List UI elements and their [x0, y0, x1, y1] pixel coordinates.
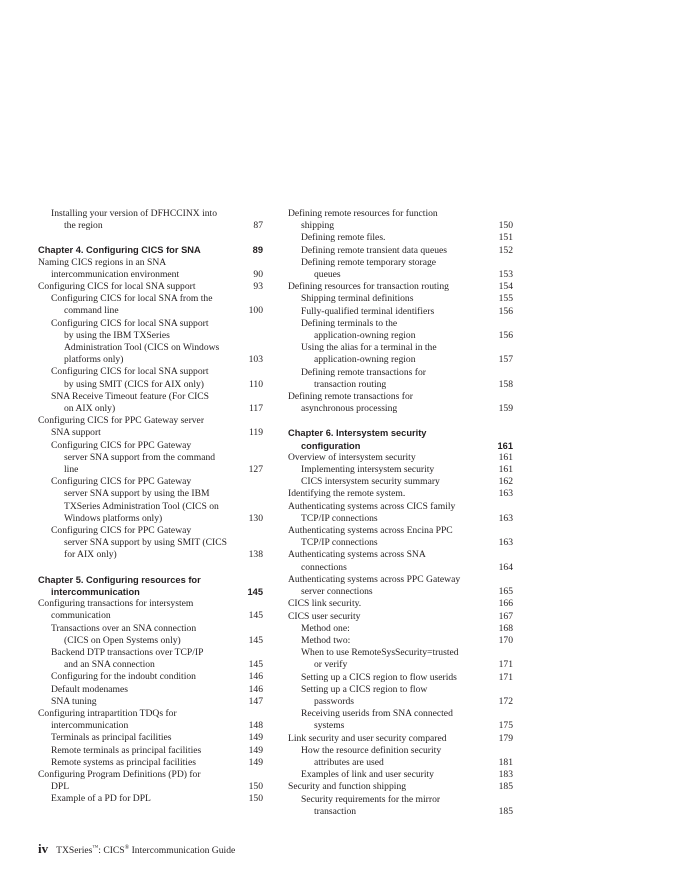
- toc-entry[interactable]: [288, 781, 513, 793]
- toc-entry-title: intercommunication environment: [51, 268, 180, 280]
- toc-entry-title-line: [288, 452, 513, 464]
- toc-entry-title-line: [288, 513, 513, 525]
- toc-entry-title-line: Authenticating systems across Encina PPC: [288, 525, 453, 537]
- toc-page-number: 171: [496, 672, 513, 684]
- toc-entry-title: CICS intersystem security summary: [301, 476, 440, 488]
- trademark-mark: ™: [92, 845, 99, 851]
- toc-page-number: 163: [496, 488, 513, 500]
- toc-entry-title: shipping: [301, 220, 335, 232]
- toc-entry[interactable]: [288, 745, 513, 769]
- toc-entry-title-line: [51, 220, 263, 232]
- toc-entry-title-line: [301, 306, 513, 318]
- toc-entry-title: server connections: [301, 586, 373, 598]
- toc-entry-title-line: [301, 757, 513, 769]
- toc-entry-title: Setting up a CICS region to flow userids: [301, 671, 457, 683]
- toc-entry-title: Defining resources for transaction routing: [288, 281, 449, 293]
- toc-entry-title-line: Configuring CICS for local SNA from the: [51, 293, 213, 305]
- toc-entry-title-line: Authenticating systems across SNA: [288, 549, 426, 561]
- toc-entry-title-line: Configuring Program Definitions (PD) for: [38, 768, 201, 780]
- toc-page-number: 156: [496, 330, 513, 342]
- toc-entry-title: line: [64, 464, 79, 476]
- toc-entry-title: Defining remote transient data queues: [301, 244, 447, 256]
- toc-entry-title-line: [301, 635, 513, 647]
- toc-entry-title: asynchronous processing: [301, 403, 398, 415]
- toc-page-number: 87: [250, 220, 263, 232]
- toc-entry-title-line: [38, 720, 263, 732]
- toc-entry[interactable]: [288, 257, 513, 281]
- toc-entry[interactable]: [288, 342, 513, 366]
- toc-entry-title-line: Configuring CICS for local SNA support: [51, 366, 209, 378]
- toc-entry-title-line: [51, 305, 263, 317]
- toc-entry-title-line: [288, 586, 513, 598]
- toc-entry[interactable]: [38, 598, 263, 622]
- toc-entry[interactable]: [38, 623, 263, 647]
- toc-page-number: 117: [246, 403, 263, 415]
- toc-entry-title: Identifying the remote system.: [288, 488, 406, 500]
- toc-entry-title: (CICS on Open Systems only): [64, 634, 181, 646]
- toc-entry-title-line: Administration Tool (CICS on Windows: [64, 342, 220, 354]
- toc-entry[interactable]: [288, 733, 513, 745]
- toc-page-number: 163: [496, 513, 513, 525]
- toc-entry-title: Remote terminals as principal facilities: [51, 744, 202, 756]
- toc-entry-title: CICS link security.: [288, 598, 362, 610]
- toc-entry-title: transaction routing: [314, 378, 387, 390]
- toc-entry-title-line: server SNA support by using SMIT (CICS: [64, 537, 227, 549]
- book-title-sep: : CICS: [98, 845, 125, 856]
- toc-entry-title-line: [288, 440, 513, 452]
- toc-entry[interactable]: [38, 696, 263, 708]
- toc-page-number: 162: [496, 476, 513, 488]
- toc-entry-title-line: [301, 672, 513, 684]
- toc-page-number: 148: [246, 720, 263, 732]
- toc-entry-title-line: [288, 611, 513, 623]
- toc-entry-title: Fully-qualified terminal identifiers: [301, 305, 435, 317]
- toc-entry-title-line: [51, 379, 263, 391]
- toc-entry-title-line: Using the alias for a terminal in the: [301, 342, 437, 354]
- toc-entry[interactable]: [38, 366, 263, 390]
- toc-entry-title: Examples of link and user security: [301, 769, 434, 781]
- toc-page-number: 156: [496, 306, 513, 318]
- toc-page-number: 145: [246, 610, 263, 622]
- toc-entry-title: Chapter 4. Configuring CICS for SNA: [38, 245, 201, 256]
- toc-entry-title-line: Installing your version of DFHCCINX into: [51, 208, 218, 219]
- toc-entry-title: Configuring for the indoubt condition: [51, 671, 196, 683]
- toc-page-number: 175: [496, 720, 513, 732]
- toc-entry[interactable]: [288, 476, 513, 488]
- toc-entry-title-line: [301, 464, 513, 476]
- toc-entry-title: Example of a PD for DPL: [51, 793, 151, 805]
- toc-entry-title: Overview of intersystem security: [288, 451, 416, 463]
- toc-entry[interactable]: [288, 574, 513, 598]
- toc-entry-title-line: Setting up a CICS region to flow: [301, 683, 428, 695]
- toc-entry-title-line: Defining terminals to the: [301, 317, 398, 329]
- toc-entry[interactable]: [38, 318, 263, 367]
- toc-entry-title: the region: [64, 220, 103, 232]
- toc-entry[interactable]: [38, 671, 263, 683]
- toc-entry[interactable]: [38, 281, 263, 293]
- toc-entry-title-line: Configuring CICS for PPC Gateway: [51, 476, 192, 488]
- toc-entry-title: passwords: [314, 695, 354, 707]
- toc-entry-title-line: [301, 330, 513, 342]
- toc-entry-title-line: [301, 232, 513, 244]
- toc-entry-title: Windows platforms only): [64, 512, 163, 524]
- toc-page-number: 147: [246, 696, 263, 708]
- toc-entry-title-line: [38, 610, 263, 622]
- toc-page-number: 157: [496, 354, 513, 366]
- toc-page-number: 161: [496, 464, 513, 476]
- toc-entry-title-line: Authenticating systems across PPC Gateway: [288, 573, 461, 585]
- toc-entry[interactable]: [288, 672, 513, 684]
- toc-entry-title: Defining remote files.: [301, 232, 386, 244]
- registered-mark: ®: [124, 845, 130, 851]
- toc-entry-title-line: [51, 684, 263, 696]
- toc-entry-title-line: Chapter 5. Configuring resources for: [38, 574, 201, 585]
- toc-entry-title-line: [51, 513, 263, 525]
- toc-entry[interactable]: [38, 208, 263, 232]
- toc-entry-title: Terminals as principal facilities: [51, 732, 172, 744]
- toc-entry-title-line: [51, 793, 263, 805]
- toc-page-number: 185: [496, 781, 513, 793]
- toc-entry[interactable]: [38, 415, 263, 439]
- toc-entry[interactable]: [288, 794, 513, 818]
- toc-entry[interactable]: [38, 732, 263, 744]
- toc-entry-title-line: [301, 245, 513, 257]
- toc-page-number: 146: [246, 684, 263, 696]
- toc-entry-title-line: [288, 598, 513, 610]
- toc-page-number: 150: [496, 220, 513, 232]
- toc-entry-title-line: Security requirements for the mirror: [301, 793, 441, 805]
- toc-entry[interactable]: [288, 318, 513, 342]
- toc-page-number: 168: [496, 623, 513, 635]
- toc-entry-title: on AIX only): [64, 403, 116, 415]
- toc-entry-title-line: Transactions over an SNA connection: [51, 622, 197, 634]
- toc-entry[interactable]: [38, 293, 263, 317]
- toc-entry-title-line: Configuring intrapartition TDQs for: [38, 707, 177, 719]
- toc-entry-title: Method one:: [301, 622, 350, 634]
- toc-chapter-entry[interactable]: [38, 574, 263, 598]
- toc-entry[interactable]: [38, 440, 263, 477]
- toc-entry-title: and an SNA connection: [64, 659, 155, 671]
- toc-entry-title-line: [51, 403, 263, 415]
- toc-page-number: 152: [496, 245, 513, 257]
- toc-entry[interactable]: [38, 476, 263, 525]
- toc-entry-title-line: [288, 733, 513, 745]
- toc-entry-title: command line: [64, 305, 119, 317]
- toc-entry-title: intercommunication: [51, 586, 140, 597]
- toc-entry[interactable]: [288, 464, 513, 476]
- toc-entry-title-line: server SNA support by using the IBM: [64, 488, 210, 500]
- toc-entry[interactable]: [38, 757, 263, 769]
- toc-page-number: 130: [246, 513, 263, 525]
- toc-page-number: 90: [250, 269, 263, 281]
- toc-entry-title-line: [288, 781, 513, 793]
- toc-entry[interactable]: [38, 525, 263, 562]
- toc-page-number: 166: [496, 598, 513, 610]
- toc-entry-title-line: [301, 623, 513, 635]
- toc-entry-title-line: Authenticating systems across CICS family: [288, 500, 456, 512]
- toc-entry[interactable]: [288, 525, 513, 549]
- toc-page-number: 89: [250, 244, 263, 256]
- toc-page-number: 171: [496, 659, 513, 671]
- toc-entry-title-line: [51, 635, 263, 647]
- page-footer: [38, 841, 235, 857]
- toc-entry-title-line: Configuring transactions for intersystem: [38, 598, 194, 610]
- toc-entry-title: communication: [51, 610, 111, 622]
- toc-entry-title-line: Configuring CICS for PPC Gateway: [51, 439, 192, 451]
- toc-entry-title-line: [301, 659, 513, 671]
- toc-entry-title: connections: [301, 561, 347, 573]
- toc-entry[interactable]: [288, 391, 513, 415]
- toc-page-number: 93: [250, 281, 263, 293]
- toc-entry-title-line: [288, 488, 513, 500]
- toc-entry-title-line: [301, 769, 513, 781]
- toc-entry-title-line: TXSeries Administration Tool (CICS on: [64, 500, 219, 512]
- toc-entry-title-line: by using the IBM TXSeries: [64, 329, 170, 341]
- toc-entry[interactable]: [288, 611, 513, 623]
- toc-entry-title: DPL: [51, 781, 70, 793]
- toc-entry-title: configuration: [301, 440, 361, 451]
- toc-entry[interactable]: [288, 501, 513, 525]
- toc-page-number: 185: [496, 806, 513, 818]
- toc-entry-title-line: [288, 220, 513, 232]
- toc-entry-title: queues: [314, 269, 341, 281]
- toc-entry-title: application-owning region: [314, 354, 416, 366]
- toc-page-number: 154: [496, 281, 513, 293]
- toc-entry-title-line: server SNA support from the command: [64, 451, 216, 463]
- toc-entry[interactable]: [38, 257, 263, 281]
- toc-entry[interactable]: [288, 708, 513, 732]
- toc-entry-title-line: Defining remote transactions for: [301, 366, 426, 378]
- toc-entry-title-line: [301, 354, 513, 366]
- toc-entry-title: TCP/IP connections: [301, 537, 378, 549]
- toc-entry-title-line: When to use RemoteSysSecurity=trusted: [301, 647, 459, 659]
- toc-entry[interactable]: [288, 208, 513, 232]
- toc-entry-title: SNA support: [51, 427, 101, 439]
- toc-page-number: 161: [494, 440, 513, 452]
- toc-page-number: 164: [496, 562, 513, 574]
- toc-entry[interactable]: [38, 391, 263, 415]
- toc-entry-title-line: [301, 720, 513, 732]
- toc-entry-title: Shipping terminal definitions: [301, 293, 414, 305]
- toc-page-number: 172: [496, 696, 513, 708]
- toc-entry[interactable]: [288, 623, 513, 635]
- toc-page-number: 159: [496, 403, 513, 415]
- toc-entry-title: Configuring CICS for local SNA support: [38, 281, 196, 293]
- toc-entry-title: by using SMIT (CICS for AIX only): [64, 378, 205, 390]
- toc-page-number: 155: [496, 293, 513, 305]
- toc-entry-title-line: [38, 427, 263, 439]
- toc-page-number: 103: [246, 354, 263, 366]
- toc-entry-title-line: [301, 476, 513, 488]
- toc-page-number: 151: [496, 232, 513, 244]
- toc-entry-title-line: [288, 537, 513, 549]
- toc-page-number: 183: [496, 769, 513, 781]
- toc-entry-title: Default modenames: [51, 683, 128, 695]
- toc-entry-title-line: Configuring CICS for local SNA support: [51, 317, 209, 329]
- toc-entry-title: intercommunication: [51, 720, 129, 732]
- toc-entry-title-line: [51, 354, 263, 366]
- toc-entry[interactable]: [288, 598, 513, 610]
- toc-entry-title-line: [288, 403, 513, 415]
- toc-page-number: 150: [246, 781, 263, 793]
- toc-entry[interactable]: [38, 684, 263, 696]
- toc-entry[interactable]: [288, 245, 513, 257]
- toc-entry[interactable]: [288, 635, 513, 647]
- toc-entry-title-line: [38, 269, 263, 281]
- toc-entry-title-line: [301, 269, 513, 281]
- toc-entry-title-line: [38, 244, 263, 256]
- toc-page-number: 149: [246, 732, 263, 744]
- toc-entry[interactable]: [38, 769, 263, 793]
- toc-entry-title: or verify: [314, 659, 348, 671]
- toc-entry-title-line: Configuring CICS for PPC Gateway: [51, 525, 192, 537]
- toc-entry-title: CICS user security: [288, 610, 361, 622]
- toc-entry[interactable]: [288, 232, 513, 244]
- toc-entry-title: for AIX only): [64, 549, 117, 561]
- toc-entry-title: Implementing intersystem security: [301, 464, 435, 476]
- toc-entry-title-line: [288, 562, 513, 574]
- toc-page-number: 161: [496, 452, 513, 464]
- toc-page-number: 165: [496, 586, 513, 598]
- toc-page-number: 149: [246, 757, 263, 769]
- toc-entry-title-line: [301, 696, 513, 708]
- toc-entry-title-line: Defining remote resources for function: [288, 208, 438, 219]
- toc-page-number: 145: [246, 635, 263, 647]
- toc-page-number: 179: [496, 733, 513, 745]
- toc-entry-title-line: Backend DTP transactions over TCP/IP: [51, 646, 204, 658]
- toc-page-number: 149: [246, 745, 263, 757]
- toc-entry-title: transaction: [314, 805, 357, 817]
- toc-entry-title: SNA tuning: [51, 695, 97, 707]
- toc-entry-title-line: [38, 781, 263, 793]
- toc-page-number: 145: [244, 586, 263, 598]
- toc-entry[interactable]: [288, 769, 513, 781]
- toc-entry-title: Security and function shipping: [288, 781, 407, 793]
- toc-entry-title: TCP/IP connections: [301, 512, 378, 524]
- book-title-prefix: TXSeries: [56, 845, 93, 856]
- toc-entry[interactable]: [288, 452, 513, 464]
- toc-left-column: [38, 208, 263, 806]
- toc-entry-title-line: Naming CICS regions in an SNA: [38, 256, 167, 268]
- toc-entry-title-line: [51, 549, 263, 561]
- toc-entry-title-line: [51, 732, 263, 744]
- toc-entry-title-line: [301, 806, 513, 818]
- toc-entry-title-line: [38, 281, 263, 293]
- book-title-suffix: Intercommunication Guide: [129, 845, 236, 856]
- toc-entry-title-line: Chapter 6. Intersystem security: [288, 428, 427, 439]
- toc-page-number: 100: [246, 305, 263, 317]
- toc-page-number: 119: [246, 427, 263, 439]
- toc-page-number: 138: [246, 549, 263, 561]
- toc-page-number: 163: [496, 537, 513, 549]
- toc-page-number: 158: [496, 379, 513, 391]
- toc-entry-title: Link security and user security compared: [288, 732, 447, 744]
- toc-entry-title: attributes are used: [314, 756, 384, 768]
- toc-entry-title-line: How the resource definition security: [301, 744, 442, 756]
- toc-entry-title-line: Defining remote transactions for: [288, 391, 413, 403]
- toc-entry-title-line: [51, 745, 263, 757]
- toc-entry[interactable]: [288, 549, 513, 573]
- toc-page-number: 170: [496, 635, 513, 647]
- toc-entry[interactable]: [38, 745, 263, 757]
- toc-entry-title-line: [51, 659, 263, 671]
- toc-entry-title-line: [51, 757, 263, 769]
- toc-entry-title-line: SNA Receive Timeout feature (For CICS: [51, 390, 210, 402]
- toc-entry-title-line: [301, 379, 513, 391]
- toc-entry-title-line: Receiving userids from SNA connected: [301, 708, 453, 720]
- toc-entry-title-line: Defining remote temporary storage: [301, 256, 437, 268]
- toc-entry[interactable]: [288, 293, 513, 305]
- toc-page-number: 150: [246, 793, 263, 805]
- toc-entry[interactable]: [288, 306, 513, 318]
- toc-entry-title: systems: [314, 720, 345, 732]
- toc-entry[interactable]: [38, 708, 263, 732]
- toc-page-number: 110: [246, 379, 263, 391]
- toc-entry[interactable]: [288, 647, 513, 671]
- toc-page-number: 146: [246, 671, 263, 683]
- toc-entry[interactable]: [288, 488, 513, 500]
- toc-entry-title: application-owning region: [314, 330, 416, 342]
- toc-entry[interactable]: [288, 684, 513, 708]
- toc-chapter-entry[interactable]: [38, 244, 263, 256]
- toc-entry-title-line: [288, 281, 513, 293]
- toc-entry[interactable]: [38, 793, 263, 805]
- toc-entry-title: Remote systems as principal facilities: [51, 756, 196, 768]
- toc-entry-title-line: [301, 293, 513, 305]
- toc-entry[interactable]: [38, 647, 263, 671]
- toc-entry-title-line: [51, 671, 263, 683]
- toc-page-number: 127: [246, 464, 263, 476]
- toc-entry[interactable]: [288, 367, 513, 391]
- toc-entry-title-line: [51, 464, 263, 476]
- toc-entry[interactable]: [288, 281, 513, 293]
- toc-entry-title: Method two:: [301, 634, 351, 646]
- toc-entry-title: platforms only): [64, 354, 124, 366]
- toc-entry-title-line: Configuring CICS for PPC Gateway server: [38, 415, 205, 427]
- toc-page-number: 181: [496, 757, 513, 769]
- page-number: iv: [38, 841, 49, 856]
- toc-chapter-entry[interactable]: [288, 427, 513, 451]
- toc-page-number: 167: [496, 611, 513, 623]
- toc-right-column: [288, 208, 513, 818]
- toc-entry-title-line: [38, 586, 263, 598]
- toc-page-number: 153: [496, 269, 513, 281]
- toc-entry-title-line: [51, 696, 263, 708]
- toc-page-number: 145: [246, 659, 263, 671]
